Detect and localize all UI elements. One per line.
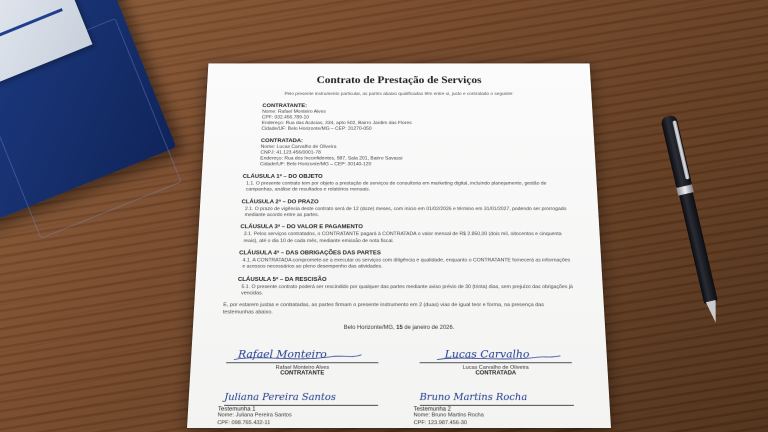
clause-text: 2.1. O prazo de vigência deste contrato será de 12 (doze) meses, com início em 01/02/2026 e término em 31/01/2027, podendo ser prorrogado mediante acordo entre as partes. (244, 206, 567, 218)
date-line (222, 325, 576, 331)
clause-heading: CLÁUSULA 2ª – DO PRAZO (241, 198, 319, 205)
clause-text: 4.1. A CONTRATADA compromete-se a executar os serviços com diligência e qualidade, enquanto o CONTRATANTE fornecerá as informações e acessos necessários ao pleno desempenho das atividades. (242, 257, 571, 270)
witness-signatures (217, 386, 581, 427)
witness-2-name: Nome: Bruno Martins Rocha (413, 412, 484, 419)
contratada-section (260, 138, 568, 168)
witness-2-label: Testemunha 2 (413, 406, 452, 413)
witness-2-cpf: CPF: 123.987.456-30 (413, 419, 468, 426)
witness-2-block (413, 386, 581, 427)
contratada-signature (413, 344, 577, 363)
clause-1 (242, 174, 569, 194)
contratante-signature-text: Rafael Monteiro (237, 348, 327, 361)
witness-1-name: Nome: Juliana Pereira Santos (217, 412, 292, 419)
contratante-section (261, 103, 566, 132)
contratada-nome: Nome: Lucas Carvalho de Oliveira (260, 144, 337, 150)
signature-line (419, 405, 573, 406)
clause-heading: CLÁUSULA 4ª – DAS OBRIGAÇÕES DAS PARTES (239, 249, 381, 257)
signature-line (226, 362, 379, 363)
contratada-signature-text: Lucas Carvalho (444, 348, 530, 361)
contratante-role: CONTRATANTE (280, 370, 325, 377)
clause-text: 1.1. O presente contrato tem por objeto a prestação de serviços de consultoria em marketing digital, incluindo planejamento, gestão de campanhas, análise de resultados e relatórios mensais. (245, 181, 547, 193)
pen-body (679, 192, 718, 304)
closing-statement: E, por estarem justas e contratadas, as partes firmam o presente instrumento em 2 (duas) vias de igual teor e forma, na presença das testemunhas abaixo. (222, 302, 545, 315)
witness-2-signature (413, 386, 579, 405)
witness-1-label: Testemunha 1 (217, 406, 256, 413)
clause-4 (238, 250, 573, 271)
witness-2-signature-text: Bruno Martins Rocha (419, 392, 527, 404)
contratante-cidade: Cidade/UF: Belo Horizonte/MG – CEP: 31270-050 (261, 126, 372, 132)
signature-line (224, 405, 378, 406)
contratada-cnpj: CNPJ: 41.123.456/0001-78 (260, 150, 321, 156)
contratante-nome: Nome: Rafael Monteiro Alves (262, 109, 326, 115)
date-place: Belo Horizonte/MG, (343, 325, 397, 331)
contratante-signature-block (220, 344, 385, 377)
contract-document (187, 63, 611, 428)
contratante-endereco: Endereço: Rua das Acácias, 334, apto 502, Bairro Jardim das Flores (261, 120, 412, 126)
contratada-cidade: Cidade/UF: Belo Horizonte/MG – CEP: 30140-120 (259, 162, 372, 168)
clause-heading: CLÁUSULA 5ª – DA RESCISÃO (237, 276, 327, 283)
clause-heading: CLÁUSULA 3ª – DO VALOR E PAGAMENTO (240, 224, 363, 231)
clause-text: 3.1. Pelos serviços contratados, o CONTRATANTE pagará à CONTRATADA o valor mensal de R$ 2.850,00 (dois mil, oitocentos e cinquenta reais), até o dia 10 de cada mês, mediante emissão de nota fiscal. (243, 231, 562, 244)
contratada-endereco: Endereço: Rua dos Inconfidentes, 987, Sala 201, Bairro Savassi (260, 156, 403, 162)
signature-line (419, 362, 572, 363)
party-signatures (220, 344, 579, 377)
contratada-signature-block (413, 344, 578, 377)
document-title: Contrato de Prestação de Serviços (316, 74, 482, 86)
contratada-heading: CONTRATADA: (260, 138, 303, 144)
contratante-cpf: CPF: 032.456.789-10 (261, 115, 310, 121)
document-preamble: Pelo presente instrumento particular, as partes abaixo qualificadas têm entre si, justo e contratado o seguinte: (284, 91, 514, 97)
clause-2 (241, 199, 571, 219)
clause-text: 5.1. O presente contrato poderá ser rescindido por qualquer das partes mediante aviso prévio de 30 (trinta) dias, sem prejuízo das obrigações já vencidas. (240, 284, 573, 297)
contratante-heading: CONTRATANTE: (262, 103, 308, 109)
contratante-signer-name: Rafael Monteiro Alves (275, 365, 330, 371)
witness-1-block (217, 386, 385, 427)
witness-1-signature (218, 386, 384, 405)
date-day: 15 (396, 325, 403, 331)
date-rest: de janeiro de 2026. (402, 325, 455, 331)
pen-tip (706, 300, 721, 324)
pen (660, 114, 724, 327)
clause-heading: CLÁUSULA 1ª – DO OBJETO (242, 173, 323, 180)
contratada-role: CONTRATADA (475, 370, 517, 377)
contratante-signature (220, 344, 384, 363)
contratada-signer-name: Lucas Carvalho de Oliveira (462, 365, 529, 371)
witness-1-signature-text: Juliana Pereira Santos (223, 392, 337, 404)
clause-3 (240, 224, 572, 245)
witness-1-cpf: CPF: 098.765.432-11 (217, 419, 271, 426)
clause-5 (237, 276, 574, 297)
